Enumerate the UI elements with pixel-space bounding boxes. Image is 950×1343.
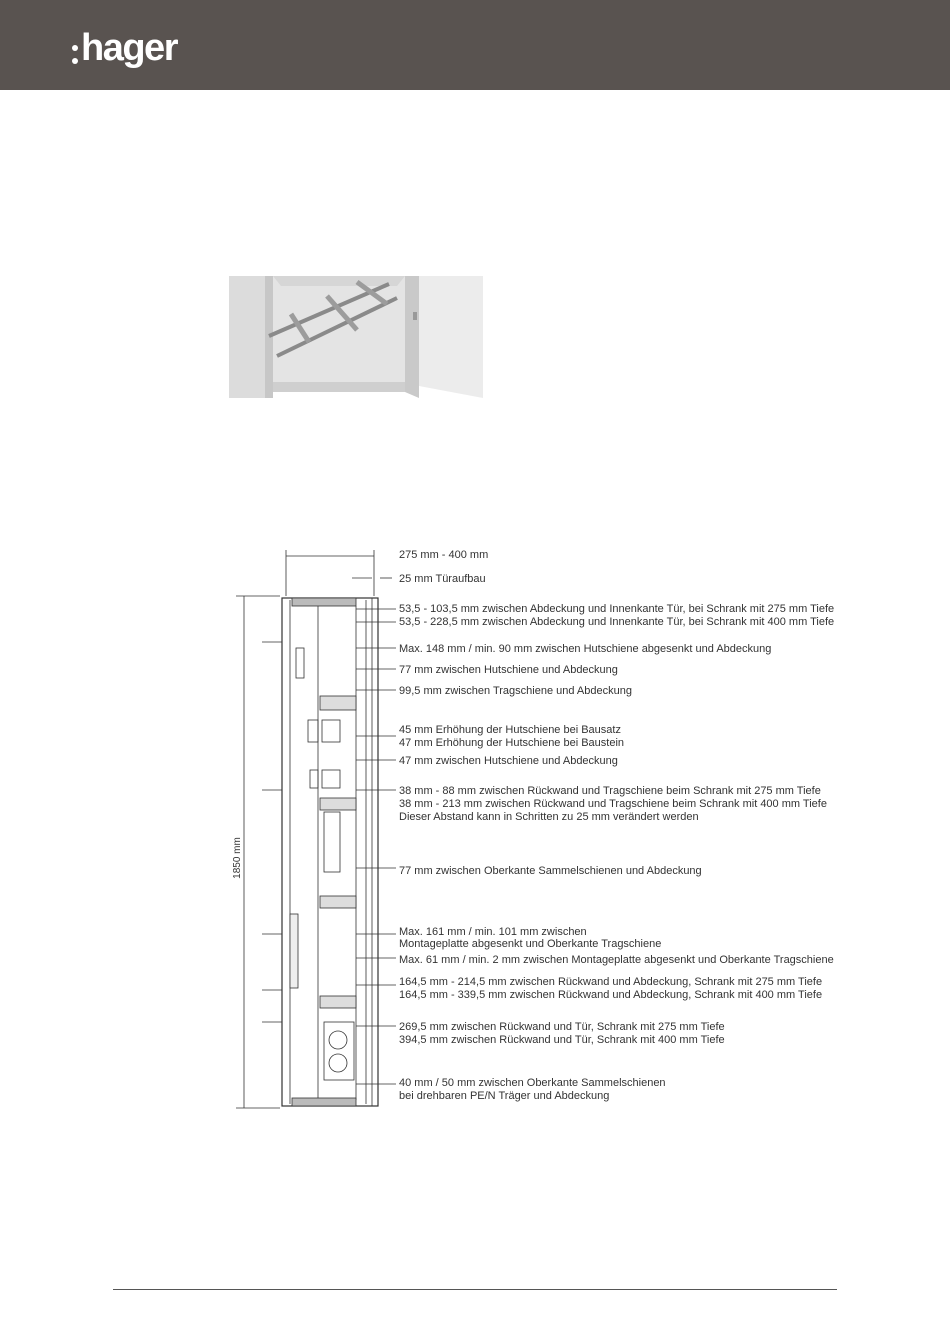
annotation: 164,5 mm - 339,5 mm zwischen Rückwand und Abdeckung, Schrank mit 400 mm Tiefe <box>399 989 823 1001</box>
annotation: 269,5 mm zwischen Rückwand und Tür, Schrank mit 275 mm Tiefe <box>399 1021 725 1033</box>
annotation: Montageplatte abgesenkt und Oberkante Tragschiene <box>399 938 662 950</box>
annotation: Max. 161 mm / min. 101 mm zwischen <box>399 926 587 938</box>
annotation: 47 mm zwischen Hutschiene und Abdeckung <box>399 755 618 767</box>
annotation: 77 mm zwischen Hutschiene und Abdeckung <box>399 664 618 676</box>
annotation: 53,5 - 228,5 mm zwischen Abdeckung und Innenkante Tür, bei Schrank mit 400 mm Tiefe <box>399 616 835 628</box>
annotation: 53,5 - 103,5 mm zwischen Abdeckung und Innenkante Tür, bei Schrank mit 275 mm Tiefe <box>399 603 835 615</box>
annotation: 38 mm - 88 mm zwischen Rückwand und Tragschiene beim Schrank mit 275 mm Tiefe <box>399 785 821 797</box>
annotation: 394,5 mm zwischen Rückwand und Tür, Schrank mit 400 mm Tiefe <box>399 1034 725 1046</box>
cabinet-interior-photo <box>229 276 483 398</box>
annotation: 45 mm Erhöhung der Hutschiene bei Bausatz <box>399 724 621 736</box>
annotation: Max. 61 mm / min. 2 mm zwischen Montageplatte abgesenkt und Oberkante Tragschiene <box>399 954 834 966</box>
footer-divider <box>113 1289 837 1290</box>
annotation: 99,5 mm zwischen Tragschiene und Abdeckung <box>399 685 632 697</box>
annotation: 38 mm - 213 mm zwischen Rückwand und Tragschiene beim Schrank mit 400 mm Tiefe <box>399 798 827 810</box>
annotation: 25 mm Türaufbau <box>399 573 486 585</box>
annotation: 77 mm zwischen Oberkante Sammelschienen und Abdeckung <box>399 865 702 877</box>
logo-colon-icon <box>72 45 78 71</box>
annotation: bei drehbaren PE/N Träger und Abdeckung <box>399 1090 610 1102</box>
logo-wordmark: hager <box>81 27 177 69</box>
annotation: Dieser Abstand kann in Schritten zu 25 mm verändert werden <box>399 811 699 823</box>
page-header <box>0 0 950 90</box>
cabinet-section-drawing <box>0 540 950 1120</box>
annotation: 164,5 mm - 214,5 mm zwischen Rückwand und Abdeckung, Schrank mit 275 mm Tiefe <box>399 976 823 988</box>
annotation: 275 mm - 400 mm <box>399 549 489 561</box>
annotation: 47 mm Erhöhung der Hutschiene bei Baustein <box>399 737 625 749</box>
height-dimension-label: 1850 mm <box>232 837 243 879</box>
annotation: 40 mm / 50 mm zwischen Oberkante Sammelschienen <box>399 1077 666 1089</box>
annotation: Max. 148 mm / min. 90 mm zwischen Hutschiene abgesenkt und Abdeckung <box>399 643 772 655</box>
